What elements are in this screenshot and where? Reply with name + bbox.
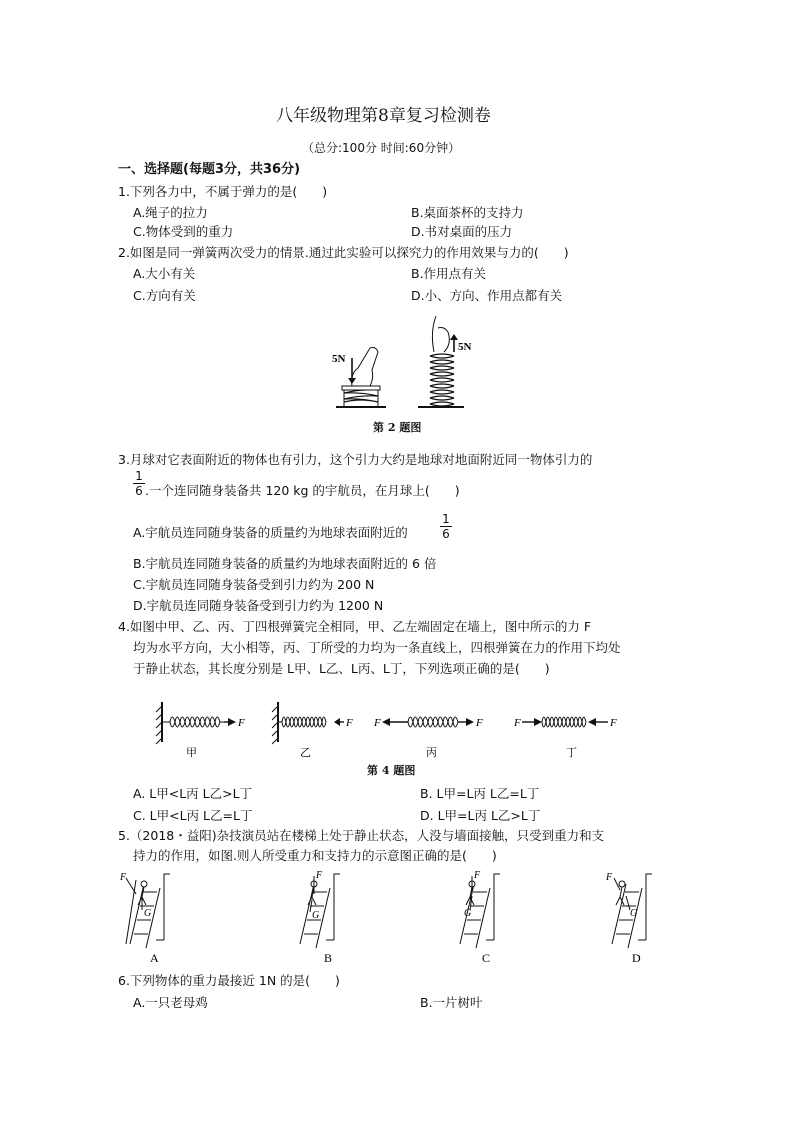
q6-option-a[interactable]: A.一只老母鸡 — [133, 995, 208, 1010]
q4-force-label-yi: F — [346, 717, 353, 729]
q3-a-frac-numerator: 1 — [440, 512, 452, 527]
q3-frac-numerator: 1 — [133, 469, 145, 484]
q4-force-label-ding-left: F — [514, 717, 521, 729]
question-4-line3: 于静止状态，其长度分别是 L甲、L乙、L丙、L丁，下列选项正确的是( ) — [133, 661, 550, 676]
question-3-stem-cont: .一个连同随身装备共 120 kg 的宇航员，在月球上( ) — [145, 483, 460, 498]
q3-option-c[interactable]: C.宇航员连同随身装备受到引力约为 200 N — [133, 577, 375, 592]
question-6-stem: 6.下列物体的重力最接近 1N 的是( ) — [118, 973, 340, 988]
q4-option-c[interactable]: C. L甲<L丙 L乙=L丁 — [133, 808, 253, 823]
q4-force-label-ding-right: F — [610, 717, 617, 729]
q5-c-f-label: F — [474, 870, 481, 881]
q6-option-b[interactable]: B.一片树叶 — [420, 995, 483, 1010]
q2-right-force-label: 5N — [458, 341, 472, 353]
q4-option-a[interactable]: A. L甲<L丙 L乙>L丁 — [133, 786, 253, 801]
q5-ladder-figures — [116, 870, 676, 966]
q1-option-d[interactable]: D.书对桌面的压力 — [411, 224, 513, 239]
q5-option-d[interactable]: D — [632, 951, 641, 965]
q4-force-label-jia: F — [238, 717, 245, 729]
question-1-stem: 1.下列各力中，不属于弹力的是( ) — [118, 184, 328, 199]
question-5-line2: 持力的作用，如图.则人所受重力和支持力的示意图正确的是( ) — [133, 848, 497, 863]
q2-option-d[interactable]: D.小、方向、作用点都有关 — [411, 288, 563, 303]
q1-option-a[interactable]: A.绳子的拉力 — [133, 205, 208, 220]
question-5-line1: 5.（2018・益阳)杂技演员站在楼梯上处于静止状态，人没与墙面接触，只受到重力和支 — [118, 828, 605, 843]
q2-option-c[interactable]: C.方向有关 — [133, 288, 196, 303]
q4-force-label-bing-right: F — [476, 717, 483, 729]
q5-b-f-label: F — [316, 870, 323, 881]
q5-a-g-label: G — [144, 908, 152, 919]
page-title: 八年级物理第8章复习检测卷 — [276, 106, 491, 126]
q3-a-fraction — [440, 512, 452, 541]
section-heading: 一、选择题(每题3分，共36分) — [118, 162, 301, 177]
q4-figure-caption: 第 4 题图 — [367, 764, 416, 777]
q3-option-a[interactable]: A.宇航员连同随身装备的质量约为地球表面附近的 — [133, 525, 408, 540]
q4-option-d[interactable]: D. L甲=L丙 L乙>L丁 — [420, 808, 541, 823]
exam-info: （总分:100分 时间:60分钟） — [302, 141, 461, 155]
q2-left-force-label: 5N — [332, 353, 346, 365]
question-2-stem: 2.如图是同一弹簧两次受力的情景.通过此实验可以探究力的作用效果与力的( ) — [118, 245, 569, 260]
q1-option-b[interactable]: B.桌面茶杯的支持力 — [411, 205, 524, 220]
q5-d-f-label: F — [606, 872, 613, 883]
q5-option-a[interactable]: A — [150, 951, 159, 965]
q3-frac-denominator: 6 — [135, 484, 143, 498]
q4-option-b[interactable]: B. L甲=L丙 L乙=L丁 — [420, 786, 540, 801]
q3-fraction — [133, 469, 145, 498]
q4-label-bing: 丙 — [426, 747, 437, 759]
q5-option-c[interactable]: C — [482, 951, 491, 965]
q3-option-b[interactable]: B.宇航员连同随身装备的质量约为地球表面附近的 6 倍 — [133, 556, 437, 571]
q4-springs-figure — [150, 698, 730, 762]
q2-figure-caption: 第 2 题图 — [373, 421, 422, 434]
q4-label-jia: 甲 — [186, 747, 197, 759]
q4-label-yi: 乙 — [300, 747, 311, 759]
q4-force-label-bing-left: F — [374, 717, 381, 729]
question-4-line1: 4.如图中甲、乙、丙、丁四根弹簧完全相同，甲、乙左端固定在墙上，图中所示的力 F — [118, 619, 592, 634]
q2-option-a[interactable]: A.大小有关 — [133, 266, 196, 281]
q5-option-b[interactable]: B — [324, 951, 333, 965]
q3-option-d[interactable]: D.宇航员连同随身装备受到引力约为 1200 N — [133, 598, 384, 613]
question-4-line2: 均为水平方向，大小相等，丙、丁所受的力均为一条直线上，四根弹簧在力的作用下均处 — [133, 640, 621, 655]
q3-a-frac-denominator: 6 — [442, 527, 450, 541]
q5-a-f-label: F — [120, 872, 127, 883]
q4-label-ding: 丁 — [566, 747, 577, 759]
question-3-stem: 3.月球对它表面附近的物体也有引力，这个引力大约是地球对地面附近同一物体引力的 — [118, 452, 593, 467]
q5-c-g-label: G — [464, 908, 472, 919]
q5-b-g-label: G — [312, 910, 320, 921]
q1-option-c[interactable]: C.物体受到的重力 — [133, 224, 234, 239]
q5-d-g-label: G — [630, 908, 638, 919]
q2-option-b[interactable]: B.作用点有关 — [411, 266, 487, 281]
q2-spring-figure — [330, 312, 470, 412]
